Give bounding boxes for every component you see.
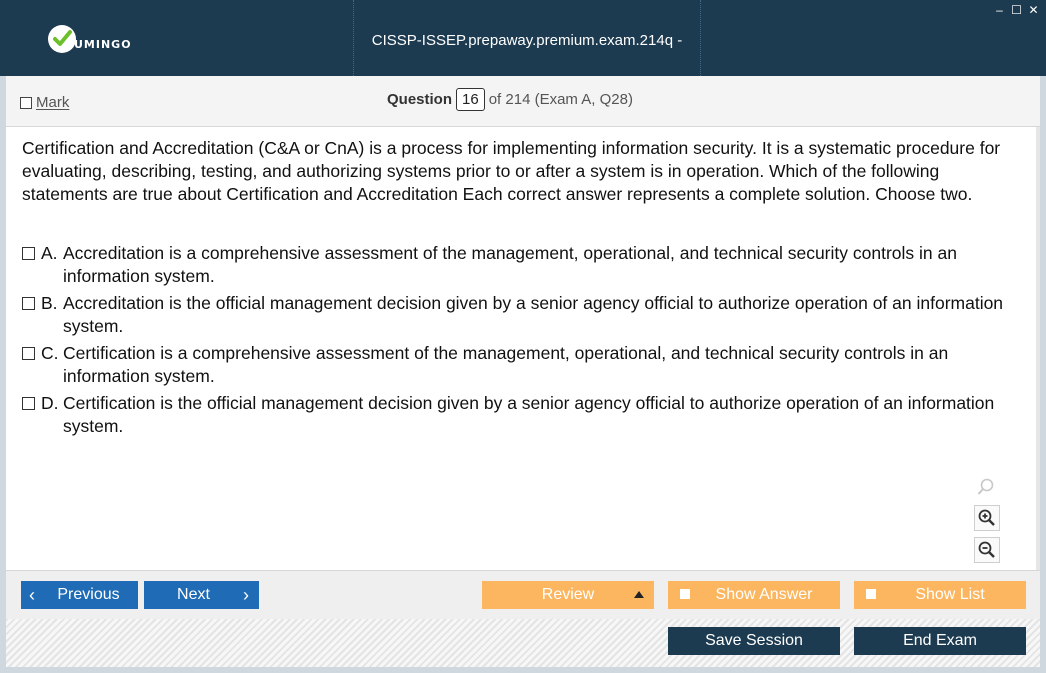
window-title: CISSP-ISSEP.prepaway.premium.exam.214q - xyxy=(353,0,701,76)
maximize-icon[interactable]: ☐ xyxy=(1011,3,1022,17)
previous-button[interactable] xyxy=(21,581,138,609)
answer-text: Certification is the official management decision given by a senior agency official to authorize operation of an information system. xyxy=(63,393,995,436)
vumingo-logo xyxy=(48,24,132,54)
footer-bar xyxy=(6,619,1040,667)
search-icon[interactable] xyxy=(974,475,998,499)
answer-option-c[interactable] xyxy=(22,342,1022,388)
caret-up-icon xyxy=(634,591,644,598)
show-answer-button[interactable] xyxy=(668,581,840,609)
next-label: Next xyxy=(177,586,210,603)
chevron-left-icon: ‹ xyxy=(29,585,35,605)
show-answer-label: Show Answer xyxy=(715,586,813,603)
end-exam-label: End Exam xyxy=(903,632,977,649)
mark-checkbox[interactable] xyxy=(20,94,69,111)
question-label: Question xyxy=(387,91,453,108)
answer-option-b[interactable] xyxy=(22,292,1022,338)
review-label: Review xyxy=(541,586,595,603)
answer-text: Accreditation is the official management decision given by a senior agency official to authorize operation of an information system. xyxy=(63,293,1004,336)
show-list-button[interactable] xyxy=(854,581,1026,609)
show-answer-checkbox[interactable] xyxy=(680,589,690,599)
navigation-bar xyxy=(6,570,1040,620)
previous-label: Previous xyxy=(57,586,120,603)
content-scrollbar[interactable] xyxy=(1036,127,1040,570)
question-header xyxy=(6,76,1040,127)
answer-checkbox[interactable] xyxy=(22,247,35,260)
question-counter xyxy=(387,88,633,111)
title-bar xyxy=(0,0,1046,76)
question-content xyxy=(6,127,1040,570)
zoom-controls xyxy=(974,475,1000,569)
answer-list xyxy=(22,242,1022,442)
question-number-input[interactable]: 16 xyxy=(456,88,485,111)
save-session-label: Save Session xyxy=(705,632,803,649)
question-text: Certification and Accreditation (C&A or CnA) is a process for implementing information security. It is a systematic procedure for evaluating, describing, testing, and authorizing systems prior to or after a system is in operation. Which of the following statements are true about Certification and Accreditation Each correct answer represents a complete solution. Choose two. xyxy=(22,138,1001,204)
next-button[interactable] xyxy=(144,581,259,609)
answer-letter: C. xyxy=(41,343,59,363)
answer-letter: B. xyxy=(41,293,58,313)
answer-checkbox[interactable] xyxy=(22,297,35,310)
answer-text: Certification is a comprehensive assessment of the management, operational, and technical security controls in an information system. xyxy=(63,343,949,386)
zoom-in-icon[interactable] xyxy=(974,505,1000,531)
minimize-icon[interactable]: – xyxy=(996,3,1003,17)
chevron-right-icon: › xyxy=(243,585,249,605)
answer-letter: D. xyxy=(41,393,59,413)
zoom-out-icon[interactable] xyxy=(974,537,1000,563)
show-list-checkbox[interactable] xyxy=(866,589,876,599)
question-total: of 214 (Exam A, Q28) xyxy=(488,91,633,108)
window-controls xyxy=(993,4,1040,17)
answer-option-d[interactable] xyxy=(22,392,1022,438)
answer-checkbox[interactable] xyxy=(22,347,35,360)
window-frame-right xyxy=(1040,76,1046,673)
mark-checkbox-box[interactable] xyxy=(20,97,32,109)
end-exam-button[interactable] xyxy=(854,627,1026,655)
window-frame-bottom xyxy=(0,667,1046,673)
review-button[interactable] xyxy=(482,581,654,609)
show-list-label: Show List xyxy=(915,586,985,603)
check-logo-icon xyxy=(48,25,76,53)
close-icon[interactable]: ✕ xyxy=(1028,3,1039,17)
answer-option-a[interactable] xyxy=(22,242,1022,288)
mark-label: Mark xyxy=(36,94,70,111)
answer-text: Accreditation is a comprehensive assessment of the management, operational, and technical security controls in an information system. xyxy=(63,243,957,286)
answer-letter: A. xyxy=(41,243,58,263)
save-session-button[interactable] xyxy=(668,627,840,655)
logo-text: UMINGO xyxy=(74,37,132,51)
answer-checkbox[interactable] xyxy=(22,397,35,410)
